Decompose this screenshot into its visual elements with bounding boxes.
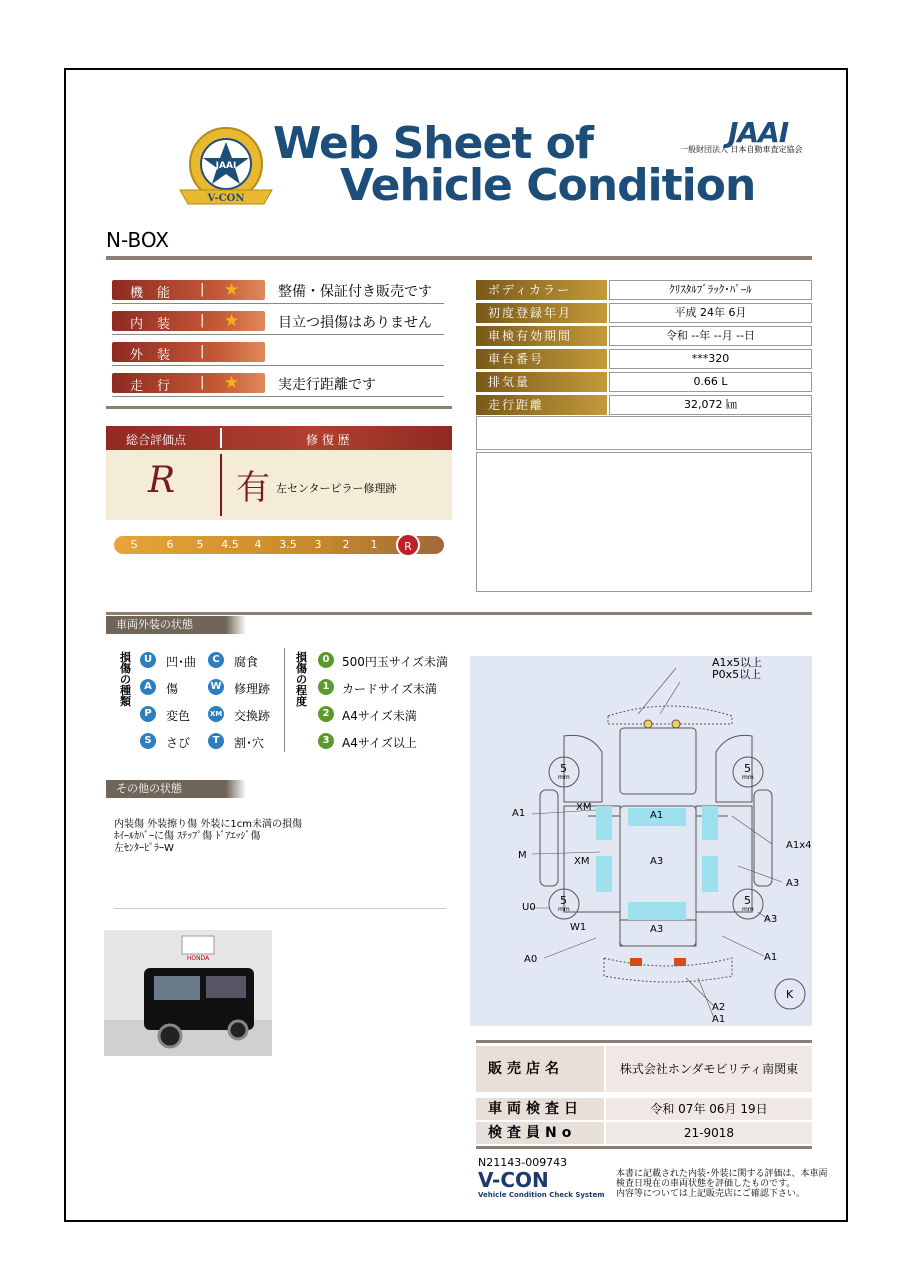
spec-label: 排気量 — [476, 372, 607, 392]
repair-note: 左センターピラー修理跡 — [276, 482, 397, 495]
damage-type-text: さび — [166, 736, 191, 750]
inspector-value: 21-9018 — [606, 1122, 812, 1144]
spec-value: 32,072 ㎞ — [609, 395, 812, 415]
diagram-label: A1 — [764, 952, 778, 963]
title-line-1: Web Sheet of — [273, 118, 594, 169]
spec-value: 令和 --年 --月 --日 — [609, 326, 812, 346]
damage-degree-badge: 3 — [318, 733, 334, 749]
spec-label: 初度登録年月 — [476, 303, 607, 323]
divider — [106, 406, 452, 409]
other-line: ﾎｲｰﾙｶﾊﾞｰに傷 ｽﾃｯﾌﾟ傷 ﾄﾞｱｴｯｼﾞ傷 — [114, 831, 261, 842]
damage-type-text: 変色 — [166, 709, 191, 723]
grade: R — [148, 460, 176, 501]
spec-value: ｸﾘｽﾀﾙﾌﾞﾗｯｸ･ﾊﾟｰﾙ — [609, 280, 812, 300]
inspect-date-value: 令和 07年 06月 19日 — [606, 1098, 812, 1120]
damage-degree-text: 500円玉サイズ未満 — [342, 655, 448, 669]
diagram-label: mm — [558, 906, 570, 913]
exterior-section-title: 車両外装の状態 — [106, 616, 452, 634]
score-body — [106, 450, 452, 520]
diagram-label: mm — [742, 774, 754, 781]
spec-value: 平成 24年 6月 — [609, 303, 812, 323]
diagram-label: A1x5以上 — [712, 656, 763, 669]
scale-step: 4 — [254, 538, 262, 551]
damage-type-text: 腐食 — [234, 655, 259, 669]
eval-label: 外装 — [130, 348, 185, 363]
vcon-logo: V-CON — [478, 1168, 549, 1192]
damage-degree-badge: 1 — [318, 679, 334, 695]
divider — [476, 1040, 812, 1043]
vcon-emblem — [176, 124, 276, 212]
type-caption: 損傷の種類 — [120, 651, 131, 708]
diagram-label: 5 — [560, 894, 567, 907]
eval-row-label: 内装 | ★ — [112, 311, 265, 331]
damage-type-badge: U — [140, 652, 156, 668]
eval-text: 目立つ損傷はありません — [278, 315, 432, 331]
inspector-label: 検査員No — [476, 1122, 604, 1144]
spec-label: 走行距離 — [476, 395, 607, 415]
store-value: 株式会社ホンダモビリティ南関東 — [606, 1046, 812, 1092]
diagram-label: A3 — [764, 914, 778, 925]
damage-degree-badge: 2 — [318, 706, 334, 722]
other-section-title: その他の状態 — [106, 780, 452, 798]
car-name: N-BOX — [106, 228, 169, 252]
scale-step: 2 — [342, 538, 350, 551]
diagram-label: XM — [576, 802, 592, 813]
other-line: 内装傷 外装擦り傷 外装に1cm未満の損傷 — [114, 819, 302, 830]
damage-degree-badge: 0 — [318, 652, 334, 668]
damage-type-badge: T — [208, 733, 224, 749]
scale-step: S — [130, 538, 138, 551]
score-header: 総合評価点 修 復 歴 — [106, 426, 452, 450]
star-icon: ★ — [224, 373, 240, 393]
eval-label: 機能 — [130, 286, 185, 301]
diagram-label: A1 — [712, 1014, 726, 1025]
remarks-box — [476, 452, 812, 592]
degree-caption: 損傷の程度 — [296, 651, 307, 708]
diagram-label: A3 — [786, 878, 800, 889]
inspect-date-label: 車両検査日 — [476, 1098, 604, 1120]
damage-diagram — [470, 656, 812, 1026]
vcon-sub: Vehicle Condition Check System — [478, 1191, 605, 1199]
diagram-label: XM — [574, 856, 590, 867]
jaai-org: 一般財団法人 日本自動車査定協会 — [680, 145, 803, 154]
notice-line: 内容等については上記販売店にご確認下さい。 — [616, 1189, 805, 1199]
scale-step: R — [396, 533, 420, 557]
diagram-label: A2 — [712, 1002, 726, 1013]
other-line: 左ｾﾝﾀｰﾋﾟﾗｰW — [114, 843, 174, 854]
scale-step: 3.5 — [279, 538, 297, 551]
spec-note-box — [476, 416, 812, 450]
eval-label: 走行 — [130, 379, 185, 394]
eval-label: 内装 — [130, 317, 185, 332]
divider — [106, 256, 812, 260]
star-icon: ★ — [224, 311, 240, 331]
diagram-label: U0 — [522, 902, 536, 913]
damage-type-badge: S — [140, 733, 156, 749]
star-icon: ★ — [224, 280, 240, 300]
notice-line: 検査日現在の車両状態を評価したものです。 — [616, 1179, 796, 1189]
eval-text: 実走行距離です — [278, 377, 376, 393]
damage-type-text: 傷 — [166, 682, 179, 696]
diagram-label: P0x5以上 — [712, 668, 762, 681]
scale-step: 4.5 — [221, 538, 239, 551]
divider — [476, 1146, 812, 1149]
divider — [106, 612, 812, 615]
damage-degree-text: A4サイズ未満 — [342, 709, 417, 723]
scale-step: 5 — [196, 538, 204, 551]
diagram-label: 5 — [744, 894, 751, 907]
eval-row-label: 走行 | ★ — [112, 373, 265, 393]
damage-type-text: 割･穴 — [234, 736, 265, 750]
diagram-label: A1x4 — [786, 840, 812, 851]
damage-type-badge: XM — [208, 706, 224, 722]
damage-type-badge: A — [140, 679, 156, 695]
notice-line: 本書に記載された内装･外装に関する評価は、本車両 — [616, 1169, 828, 1179]
spec-label: 車検有効期間 — [476, 326, 607, 346]
svg-text:JAAI: JAAI — [215, 161, 237, 171]
title-line-2: Vehicle Condition — [340, 160, 756, 211]
diagram-label: K — [786, 988, 794, 1001]
spec-label: ボディカラー — [476, 280, 607, 300]
damage-degree-text: カードサイズ未満 — [342, 682, 438, 696]
diagram-label: M — [518, 850, 527, 861]
scale-step: 1 — [370, 538, 378, 551]
diagram-label: A3 — [650, 856, 664, 867]
repair-flag: 有 — [236, 468, 270, 508]
damage-type-text: 凹･曲 — [166, 655, 197, 669]
diagram-label: 5 — [560, 762, 567, 775]
scale-step: 3 — [314, 538, 322, 551]
scale-step: 6 — [166, 538, 174, 551]
damage-degree-text: A4サイズ以上 — [342, 736, 417, 750]
damage-type-badge: W — [208, 679, 224, 695]
eval-row-label: 機能 | ★ — [112, 280, 265, 300]
sheet-number: N21143-009743 — [478, 1156, 568, 1169]
eval-row-label: 外装 | — [112, 342, 265, 362]
jaai-logo: JAAI — [728, 116, 789, 149]
diagram-label: 5 — [744, 762, 751, 775]
diagram-label: A3 — [650, 924, 664, 935]
damage-type-badge: C — [208, 652, 224, 668]
diagram-label: A0 — [524, 954, 538, 965]
spec-value: 0.66 L — [609, 372, 812, 392]
damage-type-badge: P — [140, 706, 156, 722]
grade-scale — [114, 536, 444, 554]
diagram-label: A1 — [650, 810, 664, 821]
diagram-label: mm — [558, 774, 570, 781]
photo-brand: HONDA — [186, 955, 210, 962]
vehicle-photo — [104, 930, 272, 1056]
diagram-label: mm — [742, 906, 754, 913]
damage-type-text: 修理跡 — [234, 682, 271, 696]
spec-label: 車台番号 — [476, 349, 607, 369]
diagram-label: W1 — [570, 922, 587, 933]
spec-value: ***320 — [609, 349, 812, 369]
damage-type-text: 交換跡 — [234, 709, 271, 723]
store-label: 販売店名 — [476, 1046, 604, 1092]
eval-text: 整備・保証付き販売です — [278, 284, 432, 300]
diagram-label: A1 — [512, 808, 526, 819]
emblem-text: V-CON — [207, 193, 245, 204]
